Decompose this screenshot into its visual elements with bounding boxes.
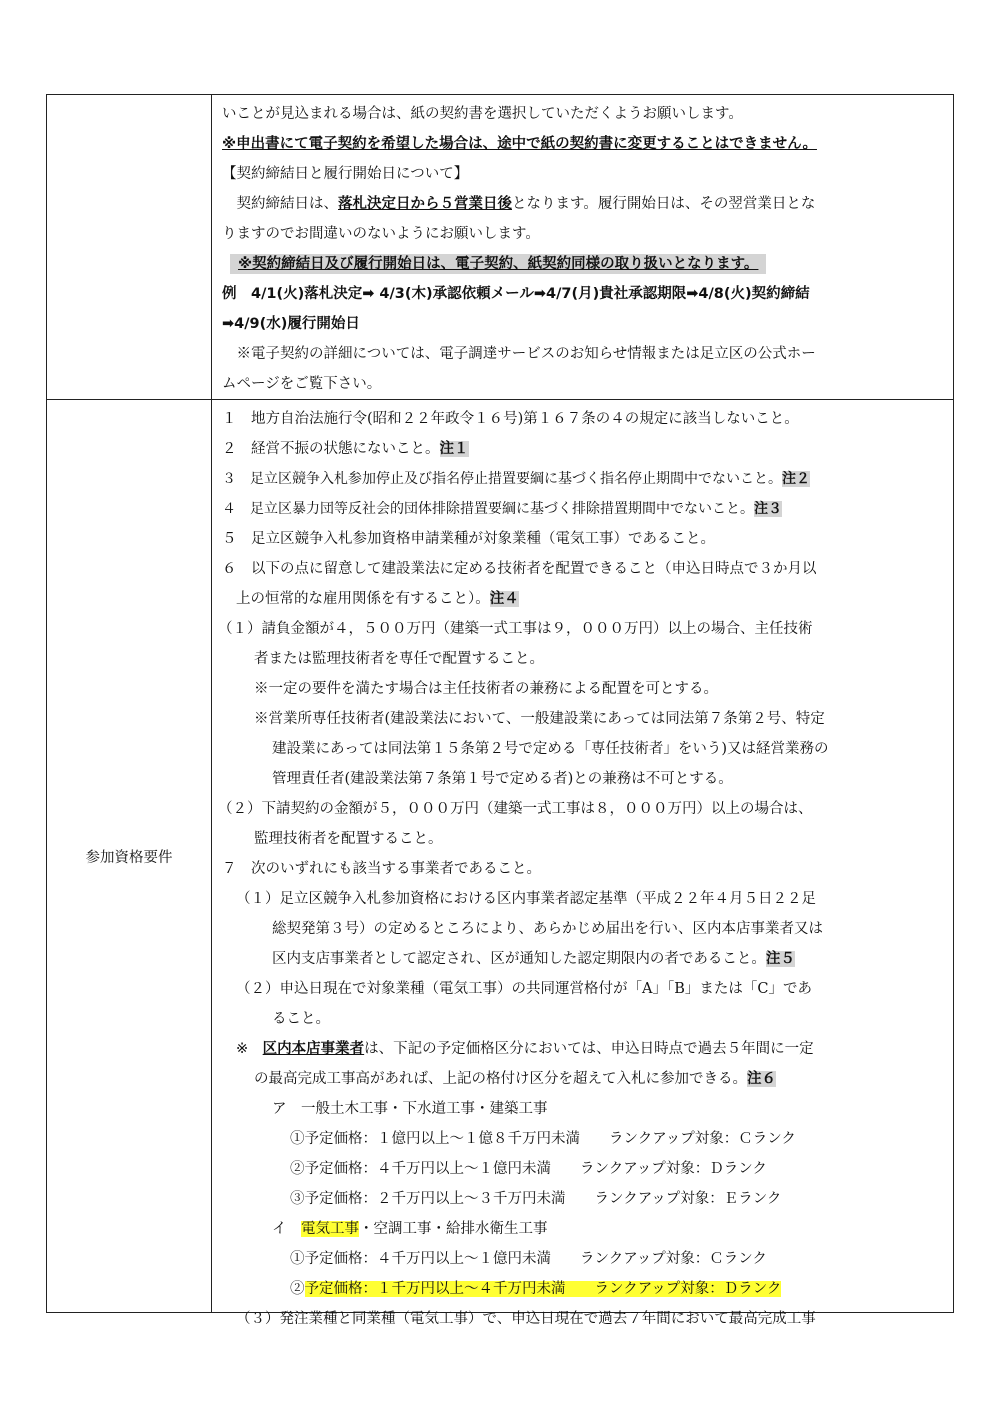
- table-row-contract: [47, 95, 953, 400]
- text-line: 監理技術者を配置すること。: [254, 831, 443, 847]
- price-range-item: ①予定価格：４千万円以上～１億円未満 ランクアップ対象：Ｃランク: [290, 1251, 767, 1267]
- text-line: （２）申込日現在で対象業種（電気工事）の共同運営格付が「A」「B」または「C」であ: [236, 981, 812, 997]
- emphasis-text: 区内本店事業者: [262, 1041, 365, 1057]
- category-heading: ア 一般土木工事・下水道工事・建築工事: [272, 1101, 548, 1117]
- text-line: 総契発第３号）の定めるところにより、あらかじめ届出を行い、区内本店事業者又は: [272, 921, 823, 937]
- text-line: ※一定の要件を満たす場合は主任技術者の兼務による配置を可とする。: [254, 681, 718, 697]
- text-line: （３）発注業種と同業種（電気工事）で、申込日現在で過去７年間において最高完成工事: [236, 1311, 816, 1327]
- text-line: いことが見込まれる場合は、紙の契約書を選択していただくようお願いします。: [222, 106, 743, 122]
- note-badge: 注６: [747, 1071, 776, 1087]
- text-line: ※営業所専任技術者(建設業法において、一般建設業にあっては同法第７条第２号、特定: [254, 711, 825, 727]
- text-line: りますのでお間違いのないようにお願いします。: [222, 226, 540, 242]
- text-line: （１）足立区競争入札参加資格における区内事業者認定基準（平成２２年４月５日２２足: [236, 891, 816, 907]
- notice-line: ※申出書にて電子契約を希望した場合は、途中で紙の契約書に変更することはできません。: [222, 136, 817, 152]
- text-line: １ 地方自治法施行令(昭和２２年政令１６号)第１６７条の４の規定に該当しないこと。: [222, 411, 799, 427]
- note-badge: 注１: [439, 441, 469, 457]
- text-line: ４ 足立区暴力団等反社会的団体排除措置要綱に基づく排除措置期間中でないこと。注３: [222, 501, 782, 517]
- text-line: ※電子契約の詳細については、電子調達サービスのお知らせ情報または足立区の公式ホー: [222, 346, 816, 362]
- note-badge: 注４: [489, 591, 519, 607]
- text-line: ２ 経営不振の状態にないこと。注１: [222, 441, 469, 457]
- text-line: 管理責任者(建設業法第７条第１号で定める者)との兼務は不可とする。: [272, 771, 733, 787]
- text-line: 契約締結日は、落札決定日から５営業日後となります。履行開始日は、その翌営業日とな: [222, 196, 816, 212]
- text-line: の最高完成工事高があれば、上記の格付け区分を超えて入札に参加できる。注６: [254, 1071, 776, 1087]
- example-line: ➡4/9(水)履行開始日: [222, 316, 360, 332]
- highlight-text: 電気工事: [301, 1221, 359, 1237]
- text-line: 者または監理技術者を専任で配置すること。: [254, 651, 544, 667]
- price-range-item: ③予定価格：２千万円以上～３千万円未満 ランクアップ対象：Ｅランク: [290, 1191, 782, 1207]
- price-range-item: ②予定価格：４千万円以上～１億円未満 ランクアップ対象：Ｄランク: [290, 1161, 767, 1177]
- row-label: 参加資格要件: [47, 400, 212, 1312]
- text-line: 建設業にあっては同法第１５条第２号で定める「専任技術者」をいう)又は経営業務の: [272, 741, 829, 757]
- text-line: 区内支店事業者として認定され、区が通知した認定期限内の者であること。注５: [272, 951, 795, 967]
- emphasis-text: 落札決定日から５営業日後: [338, 196, 512, 212]
- document-table: [46, 94, 954, 1327]
- note-badge: 注２: [782, 471, 810, 487]
- section-heading: 【契約締結日と履行開始日について】: [222, 166, 469, 182]
- category-heading: イ 電気工事・空調工事・給排水衛生工事: [272, 1221, 548, 1237]
- table-row-qualification: [47, 400, 953, 1327]
- notice-line: ※契約締結日及び履行開始日は、電子契約、紙契約同様の取り扱いとなります。: [222, 249, 945, 279]
- text-line: ※ 区内本店事業者は、下記の予定価格区分においては、申込日時点で過去５年間に一定: [236, 1041, 814, 1057]
- text-line: ３ 足立区競争入札参加停止及び指名停止措置要綱に基づく指名停止期間中でないこと。注２: [222, 471, 810, 487]
- text-line: ６ 以下の点に留意して建設業法に定める技術者を配置できること（申込日時点で３か月以: [222, 561, 817, 577]
- highlight-text: 予定価格：１千万円以上～４千万円未満 ランクアップ対象：Ｄランク: [304, 1281, 782, 1297]
- example-line: 例 4/1(火)落札決定➡ 4/3(木)承認依頼メール➡4/7(月)貴社承認期限➡4/8(火)契約締結: [222, 286, 810, 302]
- text-line: 上の恒常的な雇用関係を有すること）。注４: [236, 591, 519, 607]
- text-line: ５ 足立区競争入札参加資格申請業種が対象業種（電気工事）であること。: [222, 531, 715, 547]
- text-line: ７ 次のいずれにも該当する事業者であること。: [222, 861, 541, 877]
- row-label: [47, 95, 212, 399]
- text-line: （２）下請契約の金額が５，０００万円（建築一式工事は８，０００万円）以上の場合は、: [218, 801, 813, 817]
- row-content: [212, 400, 953, 1327]
- note-badge: 注５: [765, 951, 795, 967]
- price-range-item: ②予定価格：１千万円以上～４千万円未満 ランクアップ対象：Ｄランク: [290, 1281, 782, 1297]
- text-line: ること。: [272, 1011, 330, 1027]
- price-range-item: ①予定価格：１億円以上～１億８千万円未満 ランクアップ対象：Ｃランク: [290, 1131, 796, 1147]
- row-content: [212, 95, 953, 399]
- note-badge: 注３: [754, 501, 782, 517]
- text-line: （１）請負金額が４，５００万円（建築一式工事は９，０００万円）以上の場合、主任技術: [218, 621, 813, 637]
- text-line: ムページをご覧下さい。: [222, 376, 382, 392]
